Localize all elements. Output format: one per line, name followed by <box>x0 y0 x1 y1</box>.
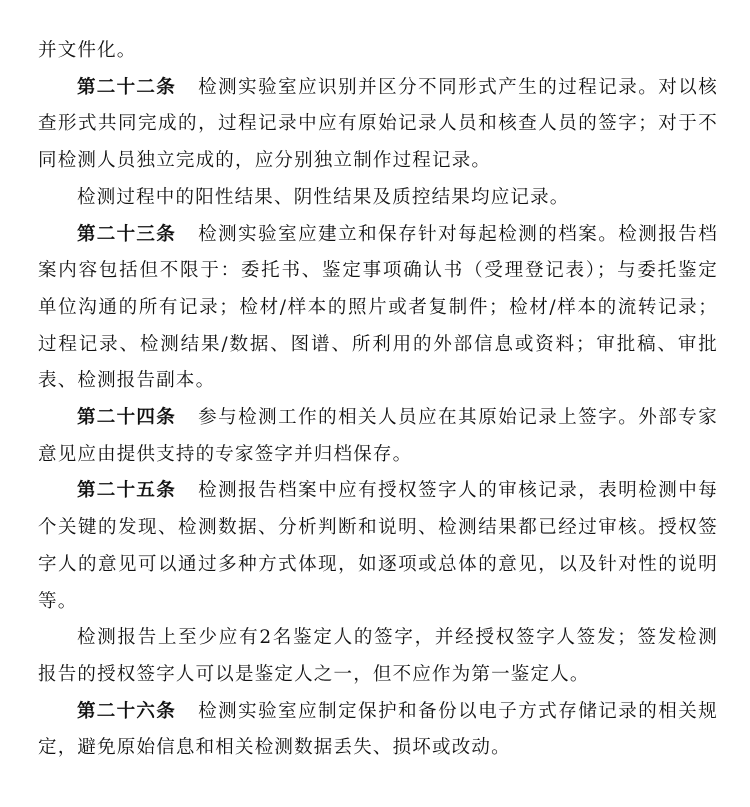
paragraph-article-22-sub <box>38 180 718 217</box>
paragraph-body: 检测报告档案中应有授权签字人的审核记录，表明检测中每个关键的发现、检测数据、分析判断和说明、检测结果都已经过审核。授权签字人的意见可以通过多种方式体现，如逐项或总体的意见，以及针对性的说明等。 <box>38 480 718 612</box>
article-number: 第二十二条 <box>77 76 177 98</box>
document-body <box>38 33 718 767</box>
article-number: 第二十五条 <box>77 480 177 502</box>
paragraph-article-26 <box>38 694 718 767</box>
paragraph-body: 检测实验室应识别并区分不同形式产生的过程记录。对以核查形式共同完成的，过程记录中应有原始记录人员和核查人员的签字；对于不同检测人员独立完成的，应分别独立制作过程记录。 <box>38 76 718 172</box>
paragraph-body: 检测实验室应制定保护和备份以电子方式存储记录的相关规定，避免原始信息和相关检测数据丢失、损坏或改动。 <box>38 700 718 759</box>
article-number: 第二十六条 <box>77 700 177 722</box>
paragraph-body: 并文件化。 <box>38 40 137 61</box>
article-number: 第二十三条 <box>77 223 177 245</box>
article-number: 第二十四条 <box>77 407 177 429</box>
paragraph-body: 参与检测工作的相关人员应在其原始记录上签字。外部专家意见应由提供支持的专家签字并归档保存。 <box>38 407 718 465</box>
paragraph-article-22 <box>38 70 718 180</box>
paragraph-body: 检测过程中的阳性结果、阴性结果及质控结果均应记录。 <box>77 186 570 208</box>
paragraph-body: 检测报告上至少应有2名鉴定人的签字，并经授权签字人签发；签发检测报告的授权签字人可以是鉴定人之一，但不应作为第一鉴定人。 <box>38 627 718 685</box>
paragraph-article-25 <box>38 473 718 620</box>
paragraph-article-24 <box>38 400 718 473</box>
paragraph-body: 检测实验室应建立和保存针对每起检测的档案。检测报告档案内容包括但不限于：委托书、鉴定事项确认书（受理登记表）；与委托鉴定单位沟通的所有记录；检材/样本的照片或者复制件；检材/样本的流转记录；过程记录、检测结果/数据、图谱、所利用的外部信息或资料；审批稿、审批表、检测报告副本。 <box>38 223 718 392</box>
paragraph-continuation <box>38 33 718 70</box>
paragraph-article-23 <box>38 217 718 401</box>
paragraph-article-25-sub <box>38 620 718 693</box>
